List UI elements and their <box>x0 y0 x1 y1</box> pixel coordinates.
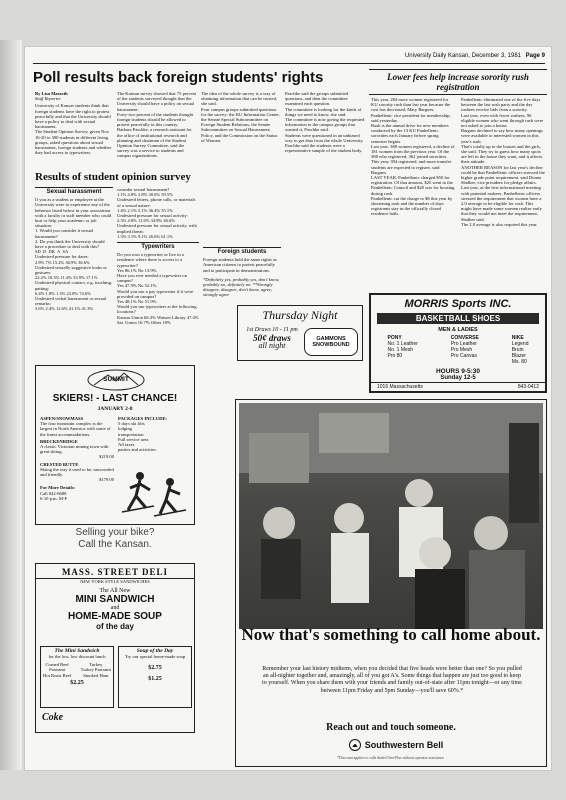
coke-logo: Coke <box>42 712 64 723</box>
menu-item: Smoked Ham <box>83 672 109 678</box>
typewriters-head: Typewriters <box>117 242 199 250</box>
promo-line: Selling your bike? <box>75 527 155 538</box>
sorority-paragraph: Last year, even with fewer rushees, 96 eligible women who went through rush were not asked to join a house. <box>461 112 544 129</box>
table-row: 1.1% 4.8% 3.8% 30.6% 59.5% <box>117 192 173 198</box>
shoe-item: Legend <box>511 341 529 347</box>
bell-tagline: Reach out and touch someone. <box>326 722 456 733</box>
survey-footnote: *Definitely yes, probably yes, don't know, probably no, definitely no. **Strongly disagree, disagree, don't know, agree, strongly agree <box>203 276 280 298</box>
shoe-item: Bruin <box>511 347 524 353</box>
gammons-logo: GAMMONS SNOWBOUND <box>304 328 358 356</box>
table-row: 2.8% 7% 15.2% 36.9% 36.6% <box>35 259 90 265</box>
poll-paragraph: The idea of the whole survey is a way of obtaining information that can be trusted, she said. <box>201 91 278 107</box>
shoe-item: No. 1 Mesh <box>387 347 414 353</box>
resort-text: A classic Victorian mining town with great skiing. <box>40 444 109 455</box>
deli-new: The All New <box>99 588 131 594</box>
summit-packages <box>118 416 192 456</box>
ad-title: BASKETBALL SHOES <box>377 313 539 324</box>
table-row: 22.2% 16.3% 11.4% 33.9% 17.1% <box>35 275 98 281</box>
table-row-label: Undesired physical contact, e.g. touching, patting: <box>35 280 113 291</box>
deli-and: and <box>110 605 120 611</box>
shoe-item: Pro Canvas <box>450 353 477 359</box>
survey-question: Do you own a typewriter or live in a residence where there is access to a typewriter? <box>117 252 184 268</box>
soup-price: $1.25 <box>148 676 162 683</box>
contact-head: For More Details: <box>40 485 76 491</box>
summit-logo <box>86 369 146 391</box>
summit-left-col <box>40 416 114 522</box>
foreign-students-head: Foreign students <box>203 247 281 255</box>
survey-title: Results of student opinion survey <box>35 171 191 183</box>
shoe-item: No. 1 Leather <box>387 341 418 347</box>
foreign-question: Foreign students hold the same rights as American citizens to protest peacefully and to participate in demonstrations. <box>203 257 277 273</box>
poll-headline: Poll results back foreign students' rights <box>33 69 324 86</box>
survey-question: Would you use typewriters at the following locations? <box>117 304 197 315</box>
survey-question: Would you use a pay typewriter if it were provided on campus? <box>117 288 194 299</box>
mini-menu <box>43 662 111 678</box>
survey-answer: Yes 48.1% No 51.9% <box>117 299 157 305</box>
resort-text: Skiing the way it used to be, uncrowded and friendly. <box>40 466 114 478</box>
store-address-bar <box>371 382 545 391</box>
sorority-col1 <box>371 97 455 287</box>
survey-answer: Kansas Union 66.3% Watson Library 47.4% Sat. Union 16.7% Other 10% <box>117 314 199 325</box>
soup-head: Soup of the Day <box>136 648 174 654</box>
sorority-paragraph: Rush is the annual drive for new members conducted by the 13 KU Panhellenic sororities each January before spring semester begins. <box>371 123 449 144</box>
ad-photo <box>239 403 543 629</box>
byline-role: Staff Reporter <box>35 96 61 102</box>
soup-box <box>118 646 192 708</box>
survey-answer: Yes 47.9% No 52.1% <box>117 283 157 289</box>
sorority-paragraph: ANOTHER REASON for last year's decline could be that Panhellenic officers stressed the higher grade point requirement, said Donna Shalber, vice president for pledge affairs. <box>461 164 545 186</box>
page-header <box>25 51 551 63</box>
poll-article-col1 <box>35 91 113 171</box>
packages-head: PACKAGES INCLUDE: <box>118 416 168 421</box>
poll-article-col2 <box>117 91 197 171</box>
survey-question: Have you ever needed a typewriter on campus? <box>117 273 187 284</box>
skier-illustration <box>120 466 190 520</box>
mini-price: $2.25 <box>70 680 84 687</box>
brand-name: NIKE <box>511 335 524 341</box>
sorority-paragraph: The 2.0 average is also required this year. <box>461 221 538 227</box>
sorority-col2 <box>461 97 545 287</box>
column-headers: SD D DK A SA <box>35 249 69 255</box>
summit-ski-ad <box>35 365 195 525</box>
menu-item: Pastrami <box>49 667 66 673</box>
resort-name: CRESTED BUTTE <box>40 461 79 467</box>
store-phone: 843-0412 <box>517 384 539 390</box>
shoe-item: Ms. 80 <box>511 359 527 365</box>
resort-text: The four mountain complex is the largest in North America with some of the finest accommodations. <box>40 421 111 437</box>
soup-price: $2.75 <box>148 664 162 671</box>
resort-price: $179.00 <box>99 477 114 483</box>
page-number: Page 9 <box>525 53 545 59</box>
store-sunday: Sunday 12-5 <box>440 375 476 381</box>
poll-paragraph: Barbara Paschke, a research assistant for the office of institutional research and planning and chairman of the Student Opinion Survey Committee, said the survey was a service to students and campus organizations. <box>117 127 192 159</box>
store-name: MORRIS Sports INC. <box>404 298 512 310</box>
table-row-label: Undesired verbal harassment or sexual remarks: <box>35 296 107 307</box>
brand-column <box>451 335 479 365</box>
sorority-paragraph: This year, 284 more women registered for KU sorority rush than last year because the cost has decreased, Mary Bargues, Panhellenic vice president for membership, said yesterday. <box>371 97 451 123</box>
poll-paragraph: Forty-two percent of the students thought foreign students should be allowed to protest peacefully in this country. <box>117 111 194 128</box>
table-row: 2.3% 4.8% 11.6% 34.8% 46.6% <box>117 218 175 224</box>
resort-price: $219.00 <box>99 454 114 460</box>
poll-paragraph: The committee is looking for the kinds of things we need to know, she said. <box>285 106 362 117</box>
thursday-title: Thursday Night <box>262 308 338 322</box>
shoe-item: Blazer <box>511 353 526 359</box>
bell-icon <box>349 739 361 751</box>
table-row: 1.4% 2.1% 5.1% 36.4% 55.1% <box>117 207 173 213</box>
classified-promo <box>35 527 195 561</box>
menu-item: Corned Beef <box>45 661 69 667</box>
thursday-details <box>242 326 302 350</box>
deli-of-day: of the day <box>96 622 134 631</box>
people-photo-illustration <box>239 403 543 629</box>
package-item: Full service area <box>118 436 149 442</box>
contact-hours: 6-10 p.m. M-F <box>40 495 68 501</box>
soup-sub: Try our special home-made soup <box>124 654 186 660</box>
deli-ad <box>35 563 195 733</box>
header-rule <box>33 63 545 64</box>
sorority-paragraph: Panhellenic eliminated one of the five days between the last rush party and the day rushees receive bids from a sorority. <box>461 97 541 113</box>
table-row-label: Undesired pressure for dates: <box>35 254 89 260</box>
brand-column <box>387 335 417 365</box>
store-address: 1016 Massachusetts <box>377 384 423 390</box>
survey-col2 <box>117 187 199 352</box>
brand-columns <box>371 335 545 365</box>
table-row: 3.6% 2.4% 12.6% 41.1% 41.3% <box>35 306 94 312</box>
menu-item: Turkey Pastrami <box>80 667 111 673</box>
poll-paragraph: Four campus groups submitted questions for the survey: the KU Information Center, the Senate Special Subcommittee on Foreign Student Relations, the Senate Subcommittee on Sexual Harassment Policy, and the Commission on the Status of Women. <box>201 106 280 143</box>
mini-sub: for the low, low discount lunch <box>48 654 106 660</box>
package-item: transportation <box>118 431 144 437</box>
brand-name: CONVERSE <box>450 335 479 341</box>
contact-phone: Call 842-6688 <box>40 490 67 496</box>
table-row-label: Undesired sexually suggestive looks or gestures: <box>35 264 107 276</box>
sorority-paragraph: Last year, at the first informational meeting with potential rushees, Panhellenic officers stressed the requirement that women have a 2.0 average to be eligible for rush. This might have made some women realize early that they would not meet the requirement, Shalber said. <box>461 185 542 222</box>
poll-paragraph: The committee is now giving the requested information to the campus groups that wanted it, Paschke said. <box>285 117 365 133</box>
package-item: 5 days ski lifts <box>118 421 145 427</box>
table-row: 1.3% 3.1% 9.1% 26.6% 61.1% <box>117 233 173 239</box>
bell-headline: Now that's something to call home about. <box>241 625 541 644</box>
bell-logo-text: Southwestern Bell <box>364 740 444 750</box>
sorority-paragraph: This year, 394 registered, and more transfer students are expected to register, said Bargues. <box>371 159 452 175</box>
shoe-item: Pro Mesh <box>450 347 473 353</box>
sexual-harassment-section <box>35 187 113 352</box>
publication-line: University Daily Kansan, December 3, 1981 <box>404 53 521 59</box>
poll-paragraph: The Kansan survey showed that 75 percent of the students surveyed thought that the University should have a policy on sexual harassment. <box>117 91 197 112</box>
summit-headline: SKIERS! - LAST CHANCE! <box>52 393 178 404</box>
sorority-paragraph: Panhellenic cut the charge to $8 this year by shortening rush and the number of days registrants stay in the officially closed residence halls. <box>371 195 453 217</box>
bell-logo <box>336 738 456 752</box>
package-item: All taxes <box>118 442 135 448</box>
thursday-all-night: all night <box>258 341 286 350</box>
sorority-paragraph: Last year, 388 women registered, a decline of 181 women from the previous year. Of the 388 who registered, 362 joined sororities. <box>371 143 455 160</box>
shoe-item: Pro Leather <box>450 341 477 347</box>
byline: By Lisa Massoth <box>35 91 68 96</box>
package-item: parties and activities <box>118 447 156 453</box>
bell-body: Remember your last history midterm, when you decided that five heads were better than one? So you pulled an all-nighter together and, amazingly, all of you got A's. Some things that happen are just too good to keep to yourself. When you share them with your friends and family out-of-state after 11pm tonight—or any time between 11pm Friday and 5pm Sunday—you'll save 60%.* <box>262 666 522 694</box>
sorority-headline: Lower fees help increase sorority rush registration <box>369 69 547 95</box>
deli-tagline: NEW YORK STYLE SANDWICHES <box>80 579 150 584</box>
ad-subtitle: MEN & LADIES <box>438 327 478 333</box>
morris-sports-ad <box>369 293 547 393</box>
table-row-label: consider sexual harassment? <box>117 187 170 192</box>
section-head: Sexual harassment <box>46 189 102 195</box>
sorority-paragraph: LAST YEAR, Panhellenic charged $50 for registration. Of that amount, $25 went to the Panhellenic Council and $20 was for housing during rush. <box>371 175 455 196</box>
thursday-drinks: 50¢ draws <box>253 333 291 343</box>
poll-paragraph: Paschke said the groups submitted questions, and then the committee examined each question. <box>285 91 349 107</box>
store-hours: HOURS 9-5:30 <box>435 368 481 375</box>
menu-item: Turkey <box>89 661 103 667</box>
table-row-label: Undesired pressure for sexual activity, with implied threat: <box>117 223 197 234</box>
resort-name: ASPEN/SNOWMASS <box>40 416 84 421</box>
shoe-item: Pro 80 <box>387 353 403 359</box>
resort-name: BRECKENRIDGE <box>40 438 78 444</box>
survey-intro: If you as a student or employee at the University were to experience any of the behavior listed below in your association with a faculty or staff member who could hurt or help your academic or job situation: <box>35 197 112 229</box>
poll-paragraph: Paschke said the students were a representative sample of the student body. <box>285 143 363 154</box>
mini-sandwich-box <box>40 646 114 708</box>
poll-paragraph: University of Kansas students think that foreign students have the right to protest peacefully and that the University should have a policy to deal with sexual harassment. <box>35 103 111 130</box>
bell-fine-print: *Discount applies to calls dialed One-Plus without operator assistance. <box>337 756 445 760</box>
survey-answer: Yes 86.1% No 13.9% <box>117 267 157 273</box>
deli-item1: MINI SANDWICH <box>75 594 155 605</box>
sorority-paragraph: Bargues declined to say how many openings were available to interested women in this year's rush. <box>461 128 543 144</box>
newspaper-page <box>24 46 552 771</box>
table-row-label: Undesired pressure for sexual activity: <box>117 213 188 219</box>
deli-item2: HOME-MADE SOUP <box>68 611 162 622</box>
brand-name: PONY <box>387 335 402 341</box>
thursday-night-ad <box>237 305 363 361</box>
brand-column <box>512 335 529 365</box>
deli-name: MASS. STREET DELI <box>36 567 194 579</box>
table-row: 6.4% 1.8% 1.3% 23.8% 74.6% <box>35 290 91 296</box>
sorority-paragraph: That's totally up to the houses and the girls, she said. They try to guess how many spots are left in the house they want, and it affects their attitude. <box>461 143 543 165</box>
summit-dates: JANUARY 2-8 <box>97 406 133 412</box>
sorority-article <box>369 69 547 289</box>
southwestern-bell-ad <box>235 399 547 767</box>
poll-paragraph: The Student Opinion Survey, given Nov. 16-20 to 300 students in different living groups, asked questions about sexual harassment, foreign students and whether they had access to typewriters. <box>35 129 112 156</box>
survey-question: 1. Would you consider it sexual harassment? <box>35 228 93 239</box>
menu-item: Hot Roast Beef <box>43 672 72 678</box>
mini-head: The Mini Sandwich <box>54 648 100 654</box>
promo-line: Call the Kansan. <box>78 539 152 550</box>
summit-logo-text: SUMMIT <box>103 376 129 383</box>
poll-article-col3 <box>201 91 281 169</box>
survey-question: 2. Do you think the University should have a procedure to deal with this? <box>35 238 105 250</box>
binding-edge <box>0 40 22 770</box>
poll-paragraph: Students were questioned in an unbiased way to get data from the whole University. <box>285 132 364 143</box>
table-row-label: Undesired letters, phone calls, or materials of a sexual nature: <box>117 197 196 208</box>
thursday-time: 1st Draws 10 - 11 pm <box>246 327 298 333</box>
package-item: lodging <box>118 426 133 432</box>
